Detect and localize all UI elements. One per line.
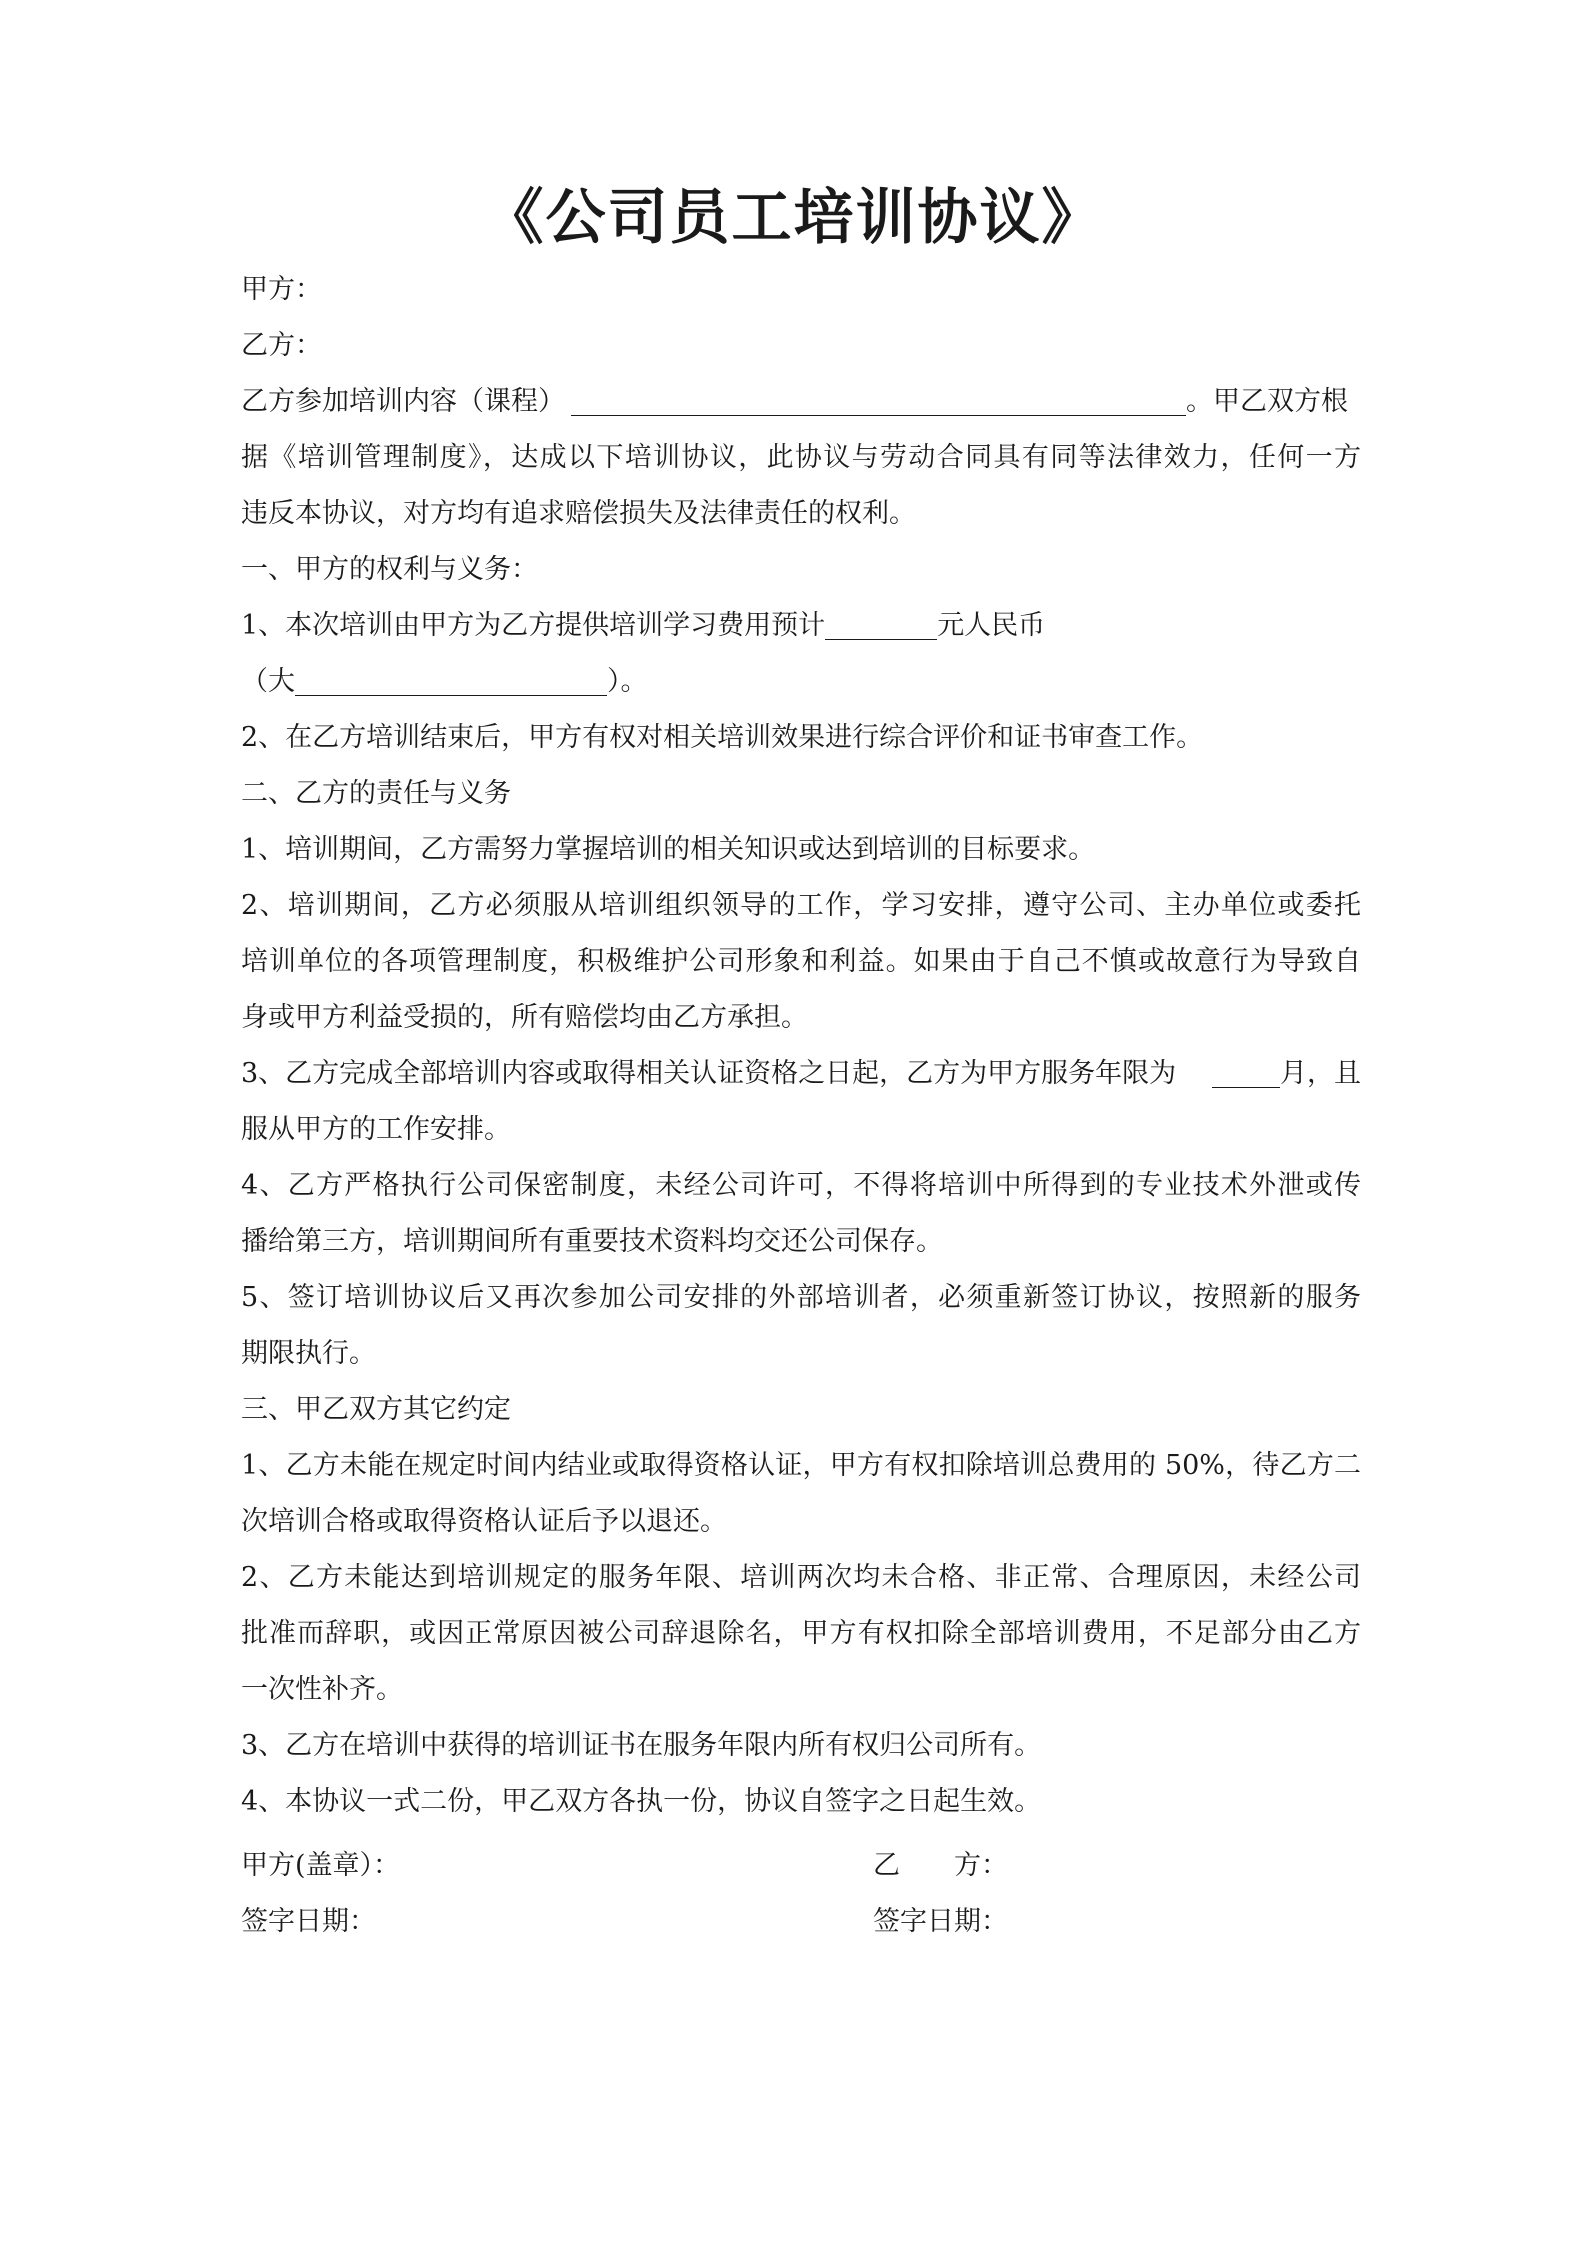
section-2-item-2-line-1: 2、培训期间，乙方必须服从培训组织领导的工作，学习安排，遵守公司、主办单位或委托 — [241, 890, 1361, 921]
section-1-heading: 一、甲方的权利与义务： — [241, 554, 538, 585]
section-3-item-2-line-1: 2、乙方未能达到培训规定的服务年限、培训两次均未合格、非正常、合理原因，未经公司 — [241, 1562, 1361, 1593]
intro-suffix: 。甲乙双方根 — [1186, 386, 1348, 417]
section-1-item-1-line-2 — [241, 654, 1361, 710]
item-text: 3、乙方完成全部培训内容或取得相关认证资格之日起，乙方为甲方服务年限为 — [241, 1058, 1177, 1089]
item-text: 元人民币 — [937, 610, 1046, 641]
party-a-date-label: 签字日期： — [241, 1906, 376, 1937]
party-a-seal-label: 甲方(盖章）： — [241, 1850, 401, 1881]
section-2-item-4-line-1: 4、乙方严格执行公司保密制度，未经公司许可，不得将培训中所得到的专业技术外泄或传 — [241, 1170, 1361, 1201]
item-text: 月，且 — [1280, 1058, 1361, 1089]
section-3-item-4: 4、本协议一式二份，甲乙双方各执一份，协议自签字之日起生效。 — [241, 1786, 1042, 1817]
section-3-item-3: 3、乙方在培训中获得的培训证书在服务年限内所有权归公司所有。 — [241, 1730, 1042, 1761]
document-body — [241, 262, 1361, 1830]
party-b-date-label: 签字日期： — [873, 1906, 1008, 1937]
party-b-signature-label: 乙 方： — [873, 1850, 1008, 1881]
section-3-item-1-line-1: 1、乙方未能在规定时间内结业或取得资格认证，甲方有权扣除培训总费用的 50%，待乙方二 — [241, 1450, 1361, 1481]
section-2-heading: 二、乙方的责任与义务 — [241, 778, 511, 809]
section-3-item-1-line-2: 次培训合格或取得资格认证后予以退还。 — [241, 1506, 727, 1537]
item-text: 1、本次培训由甲方为乙方提供培训学习费用预计 — [241, 610, 826, 641]
section-3-item-2-line-3: 一次性补齐。 — [241, 1674, 403, 1705]
fee-blank — [825, 611, 937, 640]
section-2-item-1: 1、培训期间，乙方需努力掌握培训的相关知识或达到培训的目标要求。 — [241, 834, 1096, 865]
section-2-item-5-line-1: 5、签订培训协议后又再次参加公司安排的外部培训者，必须重新签订协议，按照新的服务 — [241, 1282, 1361, 1313]
item-text: ）。 — [607, 666, 648, 697]
section-1-item-2: 2、在乙方培训结束后，甲方有权对相关培训效果进行综合评价和证书审查工作。 — [241, 722, 1204, 753]
service-months-blank — [1212, 1059, 1280, 1088]
section-2-item-3-line-2: 服从甲方的工作安排。 — [241, 1114, 511, 1145]
intro-line-1 — [241, 374, 1361, 430]
section-2-item-4-line-2: 播给第三方，培训期间所有重要技术资料均交还公司保存。 — [241, 1226, 943, 1257]
party-a-label: 甲方： — [241, 274, 322, 305]
course-blank — [571, 387, 1186, 416]
section-2-item-3-line-1 — [241, 1046, 1361, 1102]
party-b-label: 乙方： — [241, 330, 322, 361]
section-3-heading: 三、甲乙双方其它约定 — [241, 1394, 511, 1425]
section-3-item-2-line-2: 批准而辞职，或因正常原因被公司辞退除名，甲方有权扣除全部培训费用，不足部分由乙方 — [241, 1618, 1361, 1649]
intro-line-3: 违反本协议，对方均有追求赔偿损失及法律责任的权利。 — [241, 498, 916, 529]
section-1-item-1-line-1 — [241, 598, 1361, 654]
intro-prefix: 乙方参加培训内容（课程） — [241, 386, 565, 417]
section-2-item-2-line-3: 身或甲方利益受损的，所有赔偿均由乙方承担。 — [241, 1002, 808, 1033]
item-text: （大 — [241, 666, 295, 697]
intro-line-2: 据《培训管理制度》，达成以下培训协议，此协议与劳动合同具有同等法律效力，任何一方 — [241, 442, 1361, 473]
section-2-item-2-line-2: 培训单位的各项管理制度，积极维护公司形象和利益。如果由于自己不慎或故意行为导致自 — [241, 946, 1361, 977]
fee-capital-blank — [295, 667, 607, 696]
section-2-item-5-line-2: 期限执行。 — [241, 1338, 376, 1369]
document-title: 《公司员工培训协议》 — [483, 183, 1104, 253]
